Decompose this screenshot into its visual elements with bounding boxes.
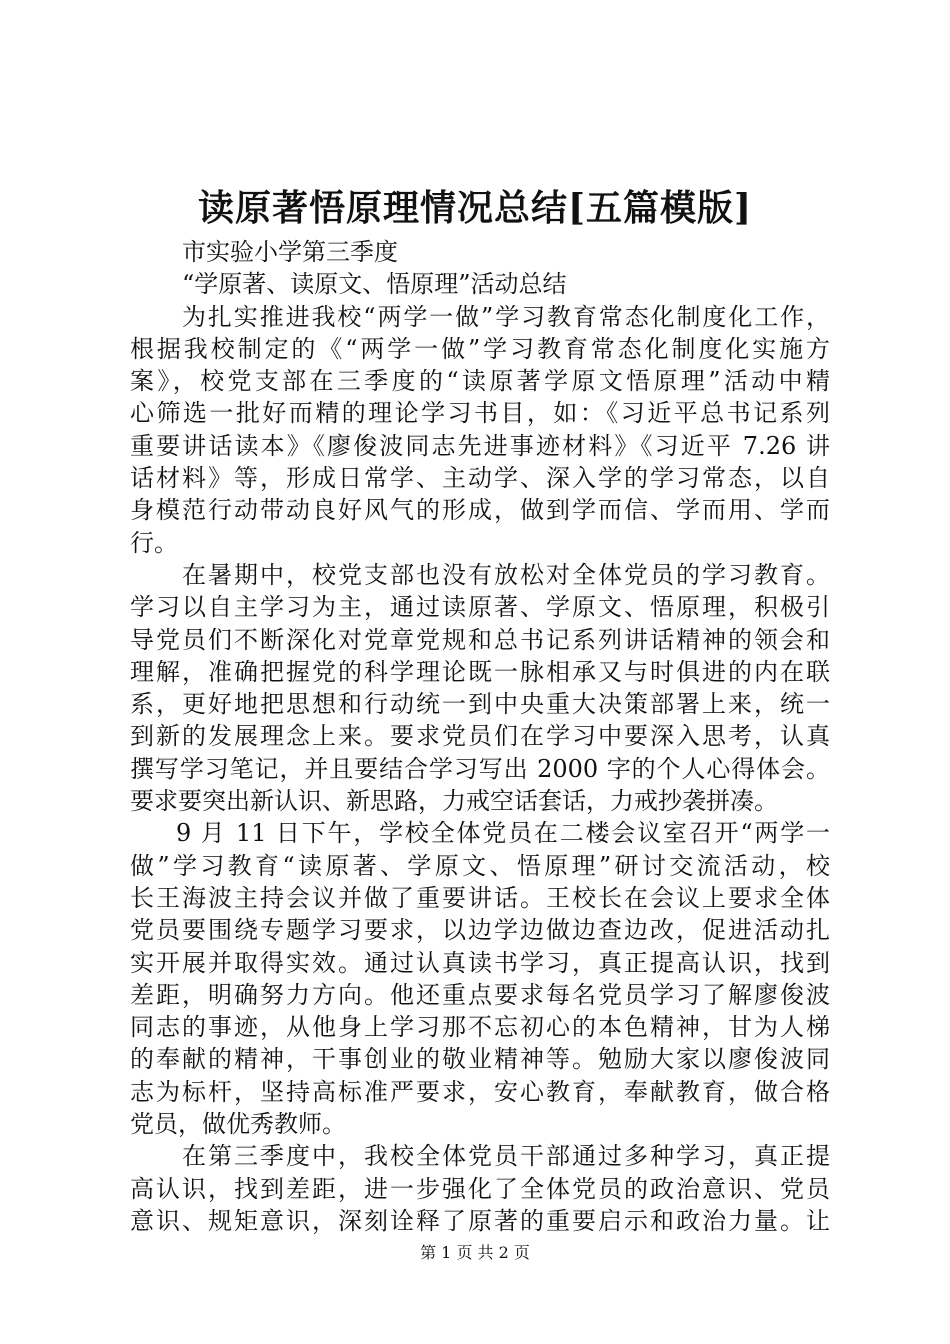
paragraph-line: 要求要突出新认识、新思路，力戒空话套话，力戒抄袭拼凑。 xyxy=(130,787,778,816)
paragraph-line: 心筛选一批好而精的理论学习书目，如：《习近平总书记系列 xyxy=(130,399,830,428)
document-body xyxy=(130,236,830,1237)
paragraph-line: 实开展并取得实效。通过认真读书学习，真正提高认识，找到 xyxy=(130,948,830,977)
paragraph-line: 在暑期中，校党支部也没有放松对全体党员的学习教育。 xyxy=(182,560,830,589)
paragraph-line: 导党员们不断深化对党章党规和总书记系列讲话精神的领会和 xyxy=(130,625,830,654)
paragraph-line: 党员要围绕专题学习要求，以边学边做边查边改，促进活动扎 xyxy=(130,916,830,945)
paragraph-line: 撰写学习笔记，并且要结合学习写出 2000 字的个人心得体会。 xyxy=(130,754,830,783)
paragraph-line: 在第三季度中，我校全体党员干部通过多种学习，真正提 xyxy=(182,1142,830,1171)
paragraph-line: 的奉献的精神，干事创业的敬业精神等。勉励大家以廖俊波同 xyxy=(130,1045,830,1074)
paragraph-line: 行。 xyxy=(130,528,178,557)
paragraph-4 xyxy=(130,1140,830,1237)
paragraph-line: 同志的事迹，从他身上学习那不忘初心的本色精神，甘为人梯 xyxy=(130,1013,830,1042)
paragraph-line: 理解，准确把握党的科学理论既一脉相承又与时俱进的内在联 xyxy=(130,657,830,686)
page-footer: 第 1 页 共 2 页 xyxy=(420,1243,530,1262)
paragraph-line: 为扎实推进我校“两学一做”学习教育常态化制度化工作， xyxy=(182,302,830,331)
paragraph-line: 党员，做优秀教师。 xyxy=(130,1110,346,1139)
paragraph-line: 话材料》等，形成日常学、主动学、深入学的学习常态，以自 xyxy=(130,464,830,493)
paragraph-line: 案》，校党支部在三季度的“读原著学原文悟原理”活动中精 xyxy=(130,367,830,396)
paragraph-line: 差距，明确努力方向。他还重点要求每名党员学习了解廖俊波 xyxy=(130,980,830,1009)
paragraph-line: 根据我校制定的《“两学一做”学习教育常态化制度化实施方 xyxy=(130,334,830,363)
paragraph-2 xyxy=(130,559,830,817)
paragraph-line: 到新的发展理念上来。要求党员们在学习中要深入思考，认真 xyxy=(130,722,830,751)
paragraph-1 xyxy=(130,301,830,559)
paragraph-line: 志为标杆，坚持高标准严要求，安心教育，奉献教育，做合格 xyxy=(130,1077,830,1106)
paragraph-line: 重要讲话读本》《廖俊波同志先进事迹材料》《习近平 7.26 讲 xyxy=(130,431,830,460)
paragraph-line: 9 月 11 日下午，学校全体党员在二楼会议室召开“两学一 xyxy=(176,819,830,848)
paragraph-3 xyxy=(130,817,830,1140)
paragraph-line: 身模范行动带动良好风气的形成，做到学而信、学而用、学而 xyxy=(130,496,830,525)
paragraph-line: 高认识，找到差距，进一步强化了全体党员的政治意识、党员 xyxy=(130,1174,830,1203)
paragraph-line: 意识、规矩意识，深刻诠释了原著的重要启示和政治力量。让 xyxy=(130,1206,830,1235)
paragraph-line: 系，更好地把思想和行动统一到中央重大决策部署上来，统一 xyxy=(130,690,830,719)
paragraph-line: 学习以自主学习为主，通过读原著、学原文、悟原理，积极引 xyxy=(130,593,830,622)
subtitle-line: “学原著、读原文、悟原理”活动总结 xyxy=(182,270,567,299)
document-title: 读原著悟原理情况总结[五篇模版] xyxy=(197,187,753,229)
subtitle-line: 市实验小学第三季度 xyxy=(182,238,398,266)
paragraph-line: 做”学习教育“读原著、学原文、悟原理”研讨交流活动，校 xyxy=(130,851,830,880)
paragraph-line: 长王海波主持会议并做了重要讲话。王校长在会议上要求全体 xyxy=(130,883,830,912)
